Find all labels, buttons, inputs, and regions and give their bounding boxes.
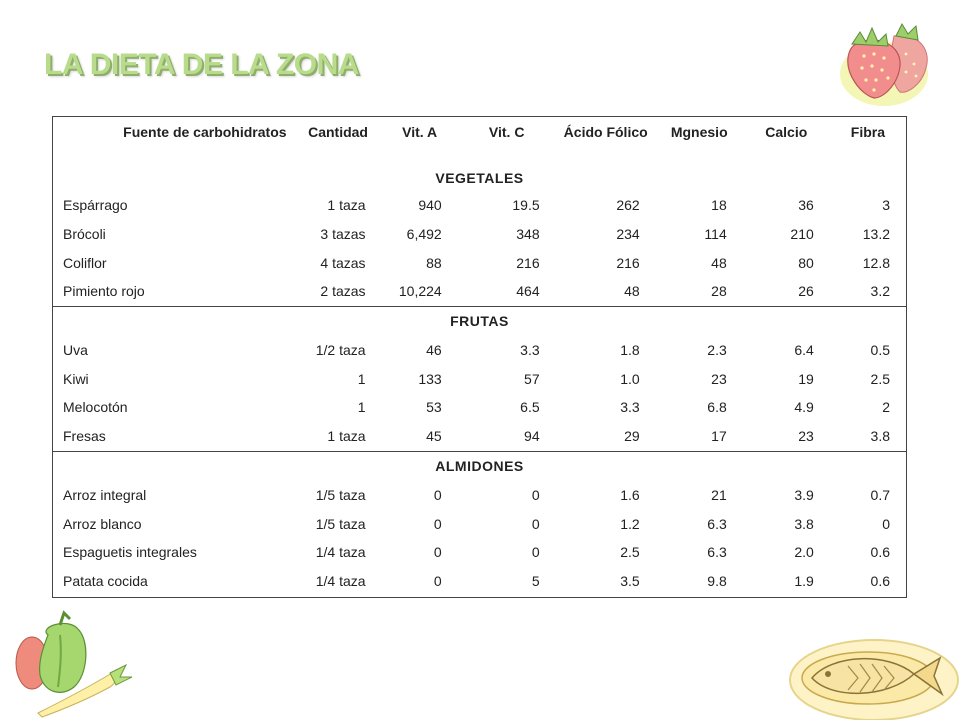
value-cell: 23 bbox=[798, 428, 814, 445]
value-cell: 3.8 bbox=[870, 428, 890, 445]
value-cell: 19.5 bbox=[512, 197, 540, 214]
value-cell: 6.3 bbox=[707, 544, 727, 561]
column-header: Vit. C bbox=[488, 124, 525, 140]
column-header: Fibra bbox=[850, 124, 885, 140]
value-cell: 0 bbox=[531, 486, 540, 503]
value-cell: 45 bbox=[426, 428, 442, 445]
value-cell: 21 bbox=[711, 486, 727, 503]
table-row bbox=[53, 336, 906, 365]
fish-platter-icon bbox=[788, 632, 960, 720]
value-cell: 0.5 bbox=[870, 342, 890, 359]
food-name-cell: Patata cocida bbox=[63, 572, 148, 589]
value-cell: 0.6 bbox=[870, 572, 890, 589]
table-row bbox=[53, 538, 906, 567]
table-row bbox=[53, 481, 906, 510]
value-cell: 0 bbox=[531, 544, 540, 561]
column-header: Ácido Fólico bbox=[563, 124, 648, 140]
table-row bbox=[53, 248, 906, 277]
value-cell: 0.6 bbox=[870, 544, 890, 561]
value-cell: 0.7 bbox=[870, 486, 890, 503]
column-header: Vit. A bbox=[402, 124, 438, 140]
value-cell: 1 bbox=[357, 370, 366, 387]
value-cell: 5 bbox=[531, 572, 540, 589]
value-cell: 234 bbox=[616, 226, 640, 243]
value-cell: 48 bbox=[711, 254, 727, 271]
value-cell: 1.9 bbox=[794, 572, 814, 589]
column-header: Cantidad bbox=[308, 124, 368, 140]
value-cell: 2.5 bbox=[870, 370, 890, 387]
food-name-cell: Fresas bbox=[63, 428, 106, 445]
value-cell: 114 bbox=[704, 226, 727, 243]
value-cell: 3.3 bbox=[520, 342, 540, 359]
value-cell: 29 bbox=[624, 428, 640, 445]
table-row bbox=[53, 509, 906, 538]
pepper-carrot-icon bbox=[8, 605, 138, 720]
value-cell: 28 bbox=[711, 283, 727, 300]
food-name-cell: Brócoli bbox=[63, 226, 106, 243]
value-cell: 1/5 taza bbox=[315, 515, 366, 532]
column-header: Fuente de carbohidratos bbox=[123, 124, 287, 140]
value-cell: 0 bbox=[433, 515, 442, 532]
value-cell: 0 bbox=[433, 572, 442, 589]
table-row bbox=[53, 393, 906, 422]
table-row bbox=[53, 364, 906, 393]
value-cell: 0 bbox=[433, 544, 442, 561]
table-row bbox=[53, 277, 906, 306]
value-cell: 0 bbox=[882, 515, 890, 532]
value-cell: 1 taza bbox=[327, 197, 366, 214]
table-row bbox=[53, 567, 906, 596]
value-cell: 3 bbox=[882, 197, 890, 214]
value-cell: 1/4 taza bbox=[315, 544, 366, 561]
page-title: LA DIETA DE LA ZONA bbox=[44, 48, 359, 81]
value-cell: 2.0 bbox=[794, 544, 814, 561]
value-cell: 3.3 bbox=[620, 399, 640, 416]
value-cell: 4 tazas bbox=[320, 254, 366, 271]
value-cell: 94 bbox=[524, 428, 540, 445]
section-header-row bbox=[53, 451, 906, 481]
value-cell: 3.9 bbox=[794, 486, 814, 503]
value-cell: 133 bbox=[418, 370, 442, 387]
value-cell: 12.8 bbox=[862, 254, 890, 271]
section-header-row bbox=[53, 306, 906, 336]
value-cell: 210 bbox=[790, 226, 814, 243]
value-cell: 1.8 bbox=[620, 342, 640, 359]
value-cell: 2 bbox=[882, 399, 890, 416]
value-cell: 88 bbox=[426, 254, 442, 271]
value-cell: 1/2 taza bbox=[315, 342, 366, 359]
value-cell: 2.5 bbox=[620, 544, 640, 561]
food-name-cell: Coliflor bbox=[63, 254, 107, 271]
value-cell: 10,224 bbox=[398, 283, 442, 300]
food-name-cell: Arroz integral bbox=[63, 486, 147, 503]
value-cell: 3.2 bbox=[870, 283, 890, 300]
column-header: Calcio bbox=[765, 124, 808, 140]
value-cell: 2.3 bbox=[707, 342, 727, 359]
value-cell: 18 bbox=[711, 197, 727, 214]
value-cell: 6.8 bbox=[707, 399, 727, 416]
value-cell: 6.4 bbox=[794, 342, 814, 359]
value-cell: 464 bbox=[516, 283, 540, 300]
value-cell: 26 bbox=[798, 283, 814, 300]
food-name-cell: Espaguetis integrales bbox=[63, 544, 197, 561]
value-cell: 348 bbox=[516, 226, 540, 243]
value-cell: 262 bbox=[616, 197, 640, 214]
food-name-cell: Arroz blanco bbox=[63, 515, 142, 532]
value-cell: 6.3 bbox=[707, 515, 727, 532]
nutrition-table bbox=[52, 116, 907, 598]
value-cell: 2 tazas bbox=[320, 283, 366, 300]
value-cell: 23 bbox=[711, 370, 727, 387]
value-cell: 1.6 bbox=[620, 486, 640, 503]
value-cell: 53 bbox=[426, 399, 442, 416]
value-cell: 1.2 bbox=[620, 515, 640, 532]
value-cell: 216 bbox=[516, 254, 540, 271]
column-header: Mgnesio bbox=[670, 124, 728, 140]
strawberry-icon bbox=[836, 14, 936, 110]
value-cell: 3.5 bbox=[620, 572, 640, 589]
value-cell: 19 bbox=[798, 370, 814, 387]
table-header-row bbox=[53, 117, 906, 165]
food-name-cell: Melocotón bbox=[63, 399, 128, 416]
value-cell: 0 bbox=[531, 515, 540, 532]
value-cell: 1.0 bbox=[620, 370, 640, 387]
value-cell: 0 bbox=[433, 486, 442, 503]
value-cell: 9.8 bbox=[707, 572, 727, 589]
value-cell: 1/4 taza bbox=[315, 572, 366, 589]
value-cell: 6.5 bbox=[520, 399, 540, 416]
food-name-cell: Kiwi bbox=[63, 370, 89, 387]
table-row bbox=[53, 422, 906, 451]
value-cell: 17 bbox=[711, 428, 727, 445]
value-cell: 3 tazas bbox=[320, 226, 366, 243]
table-row bbox=[53, 220, 906, 249]
value-cell: 13.2 bbox=[862, 226, 890, 243]
value-cell: 46 bbox=[426, 342, 442, 359]
section-title: ALMIDONES bbox=[53, 451, 906, 481]
food-name-cell: Pimiento rojo bbox=[63, 283, 145, 300]
table-row bbox=[53, 191, 906, 220]
section-header-row bbox=[53, 165, 906, 191]
value-cell: 940 bbox=[418, 197, 442, 214]
section-title: VEGETALES bbox=[435, 170, 524, 186]
section-title: FRUTAS bbox=[53, 306, 906, 336]
food-name-cell: Uva bbox=[63, 342, 88, 359]
value-cell: 80 bbox=[798, 254, 814, 271]
value-cell: 48 bbox=[624, 283, 640, 300]
value-cell: 36 bbox=[798, 197, 814, 214]
food-name-cell: Espárrago bbox=[63, 197, 128, 214]
value-cell: 4.9 bbox=[794, 399, 814, 416]
value-cell: 6,492 bbox=[406, 226, 442, 243]
value-cell: 1/5 taza bbox=[315, 486, 366, 503]
value-cell: 57 bbox=[524, 370, 540, 387]
value-cell: 1 bbox=[357, 399, 366, 416]
value-cell: 216 bbox=[616, 254, 640, 271]
value-cell: 3.8 bbox=[794, 515, 814, 532]
value-cell: 1 taza bbox=[327, 428, 366, 445]
